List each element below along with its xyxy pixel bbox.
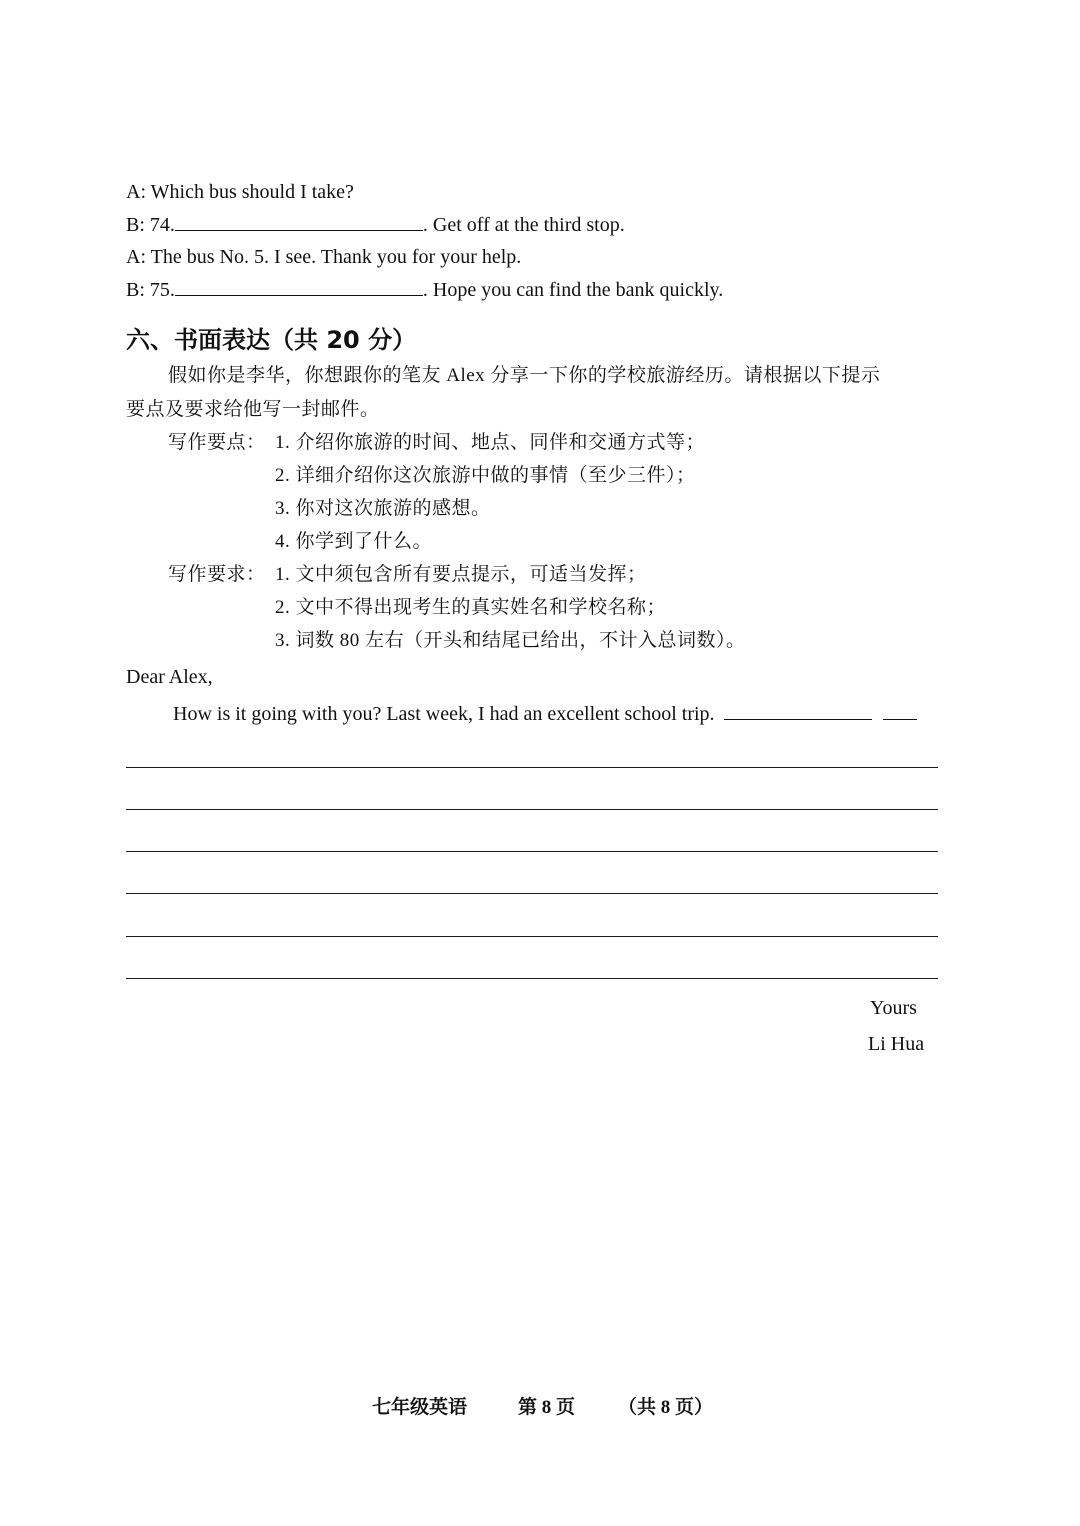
- requirement-item: 3. 词数 80 左右（开头和结尾已给出，不计入总词数）。: [275, 630, 746, 651]
- dialogue-line-2-suffix: . Get off at the third stop.: [422, 214, 625, 236]
- writing-blank-short[interactable]: [724, 718, 872, 720]
- footer-subject: 七年级英语: [372, 1397, 468, 1418]
- intro-line-2: 要点及要求给他写一封邮件。: [126, 399, 380, 420]
- requirement-item: 2. 文中不得出现考生的真实姓名和学校名称；: [275, 597, 667, 618]
- writing-line[interactable]: [126, 809, 938, 810]
- writing-line[interactable]: [126, 851, 938, 852]
- point-item: 2. 详细介绍你这次旅游中做的事情（至少三件）；: [275, 465, 696, 486]
- letter-signature: Li Hua: [868, 1033, 925, 1055]
- requirements-label: 写作要求：: [168, 564, 266, 585]
- dialogue-line-3: A: The bus No. 5. I see. Thank you for your help.: [126, 246, 522, 268]
- writing-line[interactable]: [126, 978, 938, 979]
- dialogue-line-4-suffix: . Hope you can find the bank quickly.: [422, 279, 724, 301]
- letter-closing: Yours: [870, 997, 917, 1019]
- letter-opening-line: [173, 703, 917, 726]
- points-label: 写作要点：: [168, 432, 266, 453]
- point-item: 1. 介绍你旅游的时间、地点、同伴和交通方式等；: [275, 432, 706, 453]
- footer-total-pages: （共 8 页）: [618, 1397, 714, 1418]
- letter-opening: How is it going with you? Last week, I had an excellent school trip.: [173, 703, 715, 725]
- dialogue-line-1: A: Which bus should I take?: [126, 181, 354, 203]
- letter-greeting: Dear Alex,: [126, 666, 213, 688]
- requirement-item: 1. 文中须包含所有要点提示，可适当发挥；: [275, 564, 647, 585]
- writing-blank-short[interactable]: [883, 718, 917, 720]
- point-item: 3. 你对这次旅游的感想。: [275, 498, 491, 519]
- intro-line-1: 假如你是李华，你想跟你的笔友 Alex 分享一下你的学校旅游经历。请根据以下提示: [168, 365, 881, 386]
- question-74-label: B: 74.: [126, 214, 175, 236]
- answer-blank-74[interactable]: [175, 229, 423, 231]
- writing-line[interactable]: [126, 767, 938, 768]
- answer-blank-75[interactable]: [175, 294, 423, 296]
- writing-line[interactable]: [126, 936, 938, 937]
- question-75-label: B: 75.: [126, 279, 175, 301]
- dialogue-line-2: [126, 214, 625, 237]
- footer-page-number: 第 8 页: [518, 1397, 576, 1418]
- writing-line[interactable]: [126, 893, 938, 894]
- section-heading: 六、书面表达（共 20 分）: [126, 326, 417, 354]
- dialogue-line-4: [126, 279, 723, 302]
- point-item: 4. 你学到了什么。: [275, 531, 433, 552]
